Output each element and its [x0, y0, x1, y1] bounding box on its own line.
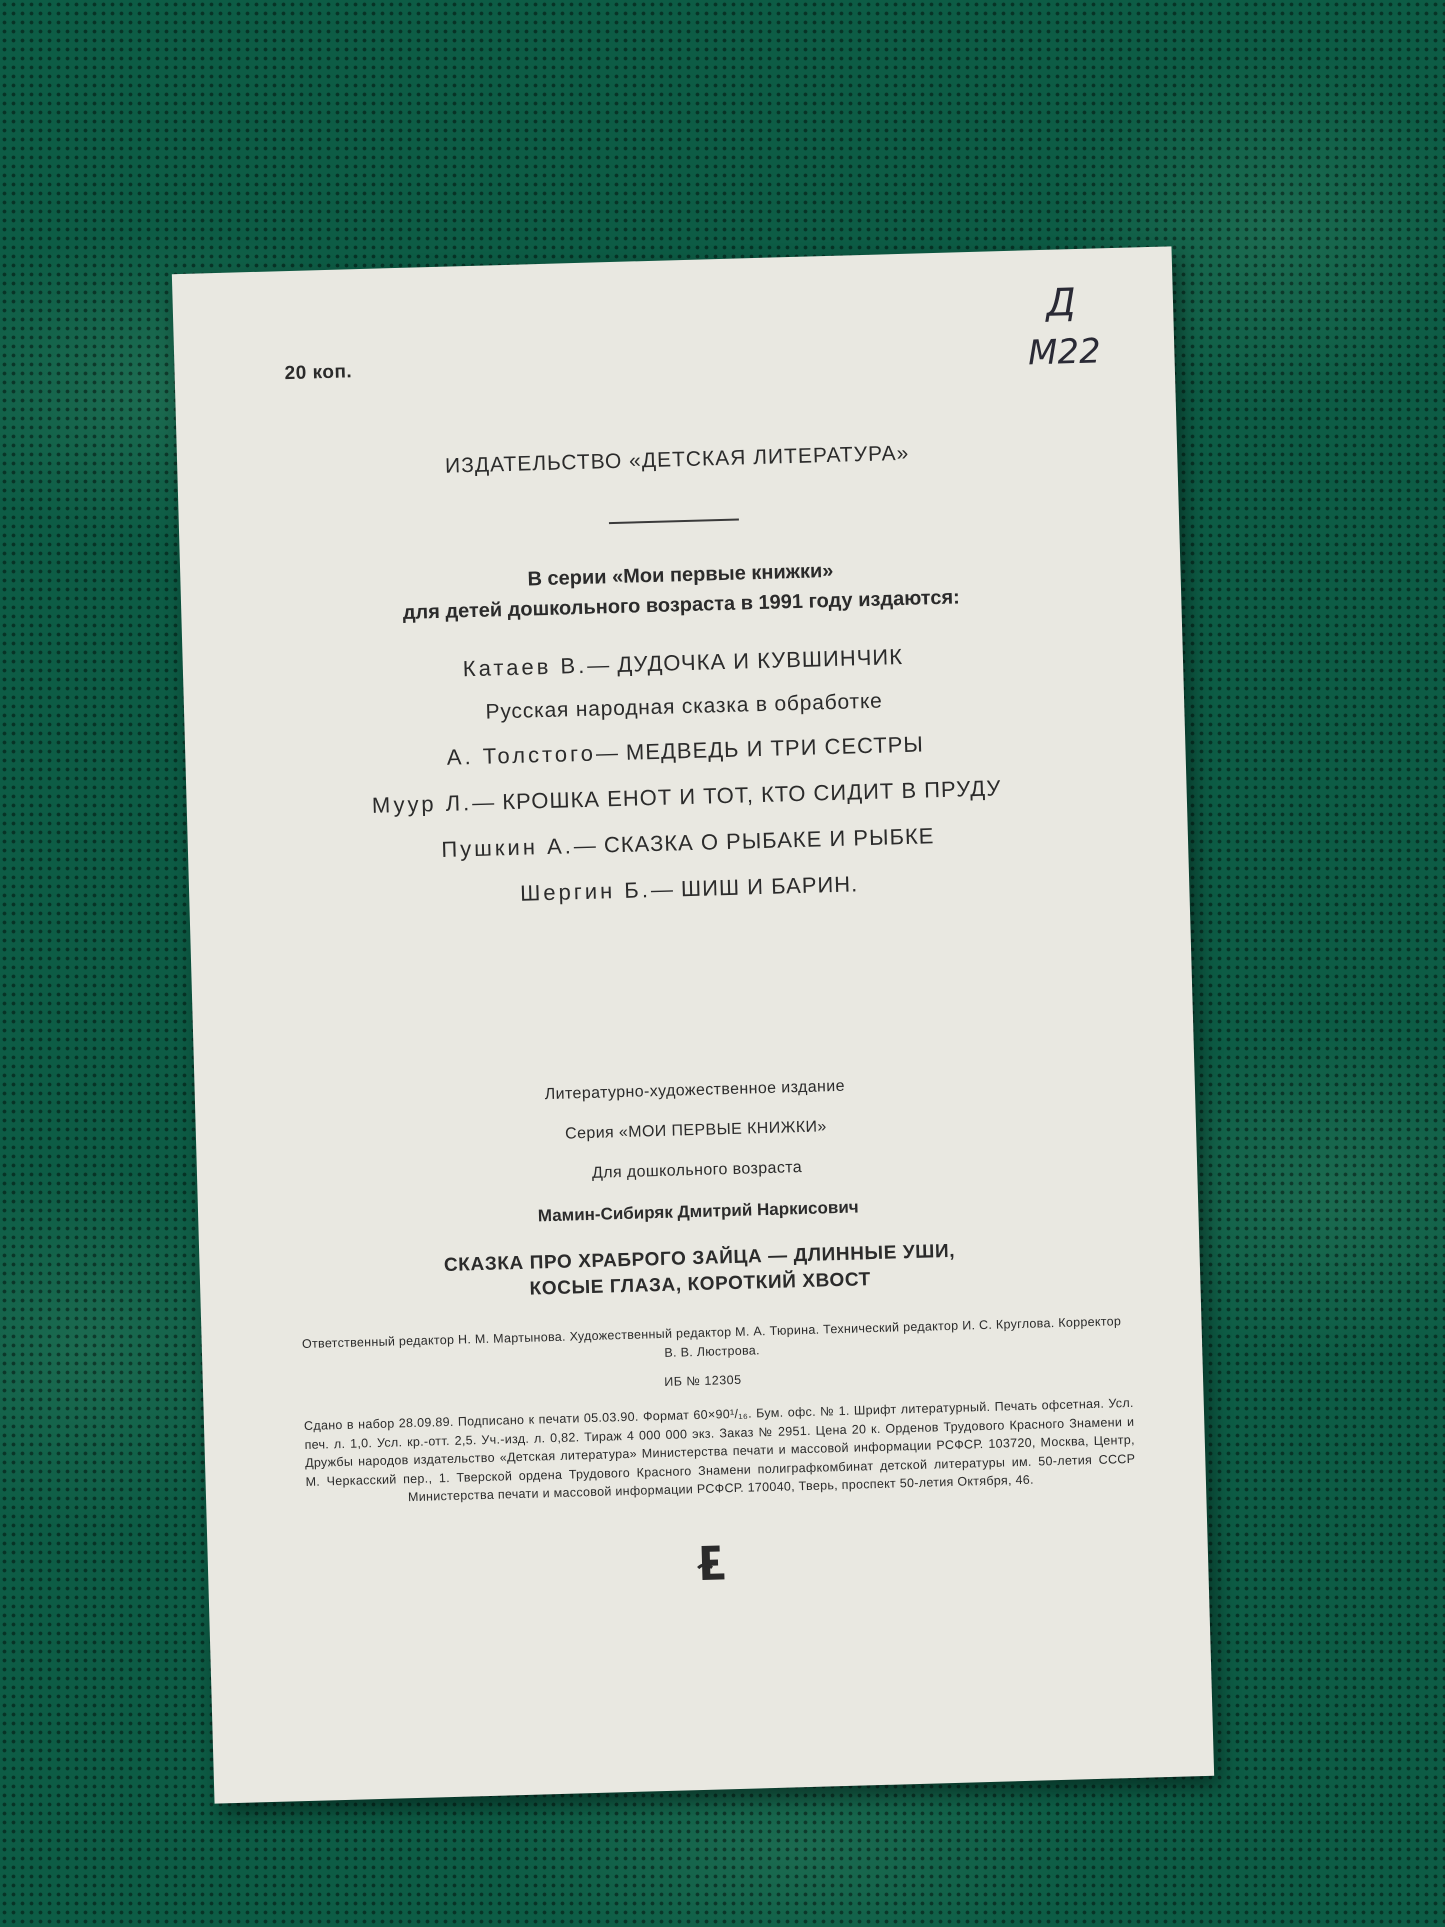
book-title: — ДУДОЧКА И КУВШИНЧИК [586, 643, 904, 678]
book-author: Шергин Б. [519, 877, 652, 906]
book-back-cover [172, 246, 1214, 1803]
book-title: — СКАЗКА О РЫБАКЕ И РЫБКЕ [573, 823, 935, 859]
book-list-item [189, 860, 1189, 918]
edition-age-group: Для дошкольного возраста [591, 1159, 803, 1182]
editors-credits: Ответственный редактор Н. М. Мартынова. Художественный редактор М. А. Тюрина. Технический редактор И. С. Круглова. Корректор В. В. Люстрова. [301, 1314, 1122, 1360]
handwritten-shelf-mark [1002, 270, 1125, 383]
book-author: Русская народная сказка в обработке [485, 689, 883, 724]
edition-title [199, 1232, 1200, 1312]
edition-genre: Литературно-художественное издание [544, 1077, 846, 1104]
edition-title-line: СКАЗКА ПРО ХРАБРОГО ЗАЙЦА — ДЛИННЫЕ УШИ, [443, 1240, 956, 1277]
book-title: — ШИШ И БАРИН. [650, 871, 859, 903]
edition-series: Серия «МОИ ПЕРВЫЕ КНИЖКИ» [564, 1118, 827, 1143]
divider-rule [609, 519, 739, 525]
handwritten-letter: Д [1045, 280, 1077, 325]
book-author: Муур Л. [371, 790, 473, 818]
publisher-name: ИЗДАТЕЛЬСТВО «ДЕТСКАЯ ЛИТЕРАТУРА» [444, 441, 910, 478]
publisher-logo-icon [693, 1539, 730, 1584]
series-heading [180, 546, 1181, 634]
book-author: Пушкин А. [441, 833, 575, 862]
book-title: — МЕДВЕДЬ И ТРИ СЕСТРЫ [595, 731, 925, 766]
book-title: — КРОШКА ЕНОТ И ТОТ, КТО СИДИТ В ПРУДУ [471, 775, 1002, 816]
price-label: 20 коп. [284, 361, 353, 385]
book-author: А. Толстого [446, 740, 597, 770]
series-heading-line: для детей дошкольного возраста в 1991 году издаются: [402, 586, 961, 624]
ib-number: ИБ № 12305 [664, 1372, 742, 1389]
imprint-details: Сдано в набор 28.09.89. Подписано к печати 05.03.90. Формат 60×90¹/₁₆. Бум. офс. № 1. Шрифт литературный. Печать офсетная. Усл. печ. л. 1,0. Усл. кр.-отт. 2,5. Уч.-изд. л. 0,82. Тираж 4 000 000 экз. Заказ № 2951. Цена 20 к. Орденов Трудового Красного Знамени и Дружбы народов издательство «Детская литература» Министерства печати и массовой информации РСФСР. 103720, Москва, Центр, М. Черкасский пер., 1. Тверской ордена Трудового Красного Знамени полиграфкомбинат детской литературы им. 50-летия СССР Министерства печати и массовой информации РСФСР. 170040, Тверь, проспект 50-летия Октября, 46. [303, 1395, 1136, 1505]
book-author: Катаев В. [462, 652, 588, 682]
edition-title-line: КОСЫЕ ГЛАЗА, КОРОТКИЙ ХВОСТ [529, 1269, 872, 1300]
series-heading-line: В серии «Мои первые книжки» [527, 559, 834, 591]
handwritten-code: М22 [1027, 331, 1102, 374]
edition-author: Мамин-Сибиряк Дмитрий Наркисович [537, 1197, 859, 1226]
